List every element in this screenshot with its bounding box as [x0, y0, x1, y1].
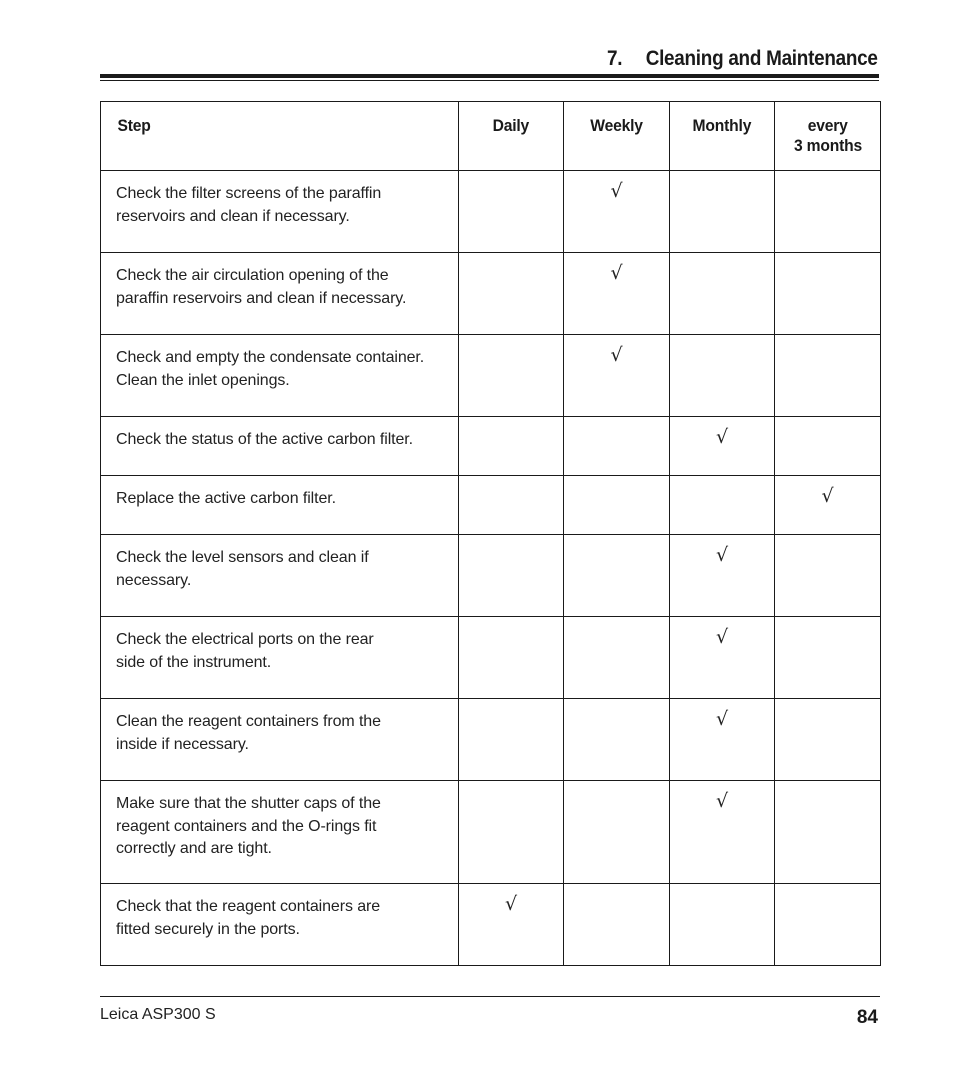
empty-cell-weekly — [564, 884, 670, 966]
section-title: Cleaning and Maintenance — [646, 47, 878, 70]
check-mark-monthly: √ — [670, 781, 775, 884]
column-header-every-3-months: every 3 months — [775, 102, 881, 171]
step-text-line: Check the filter screens of the paraffin — [116, 185, 382, 202]
empty-cell-every-3-months — [775, 417, 881, 476]
check-mark-weekly: √ — [564, 335, 670, 417]
empty-cell-every-3-months — [775, 617, 881, 699]
table-row — [101, 884, 881, 966]
section-heading — [607, 47, 878, 71]
step-description — [101, 253, 459, 335]
empty-cell-weekly — [564, 476, 670, 535]
empty-cell-weekly — [564, 535, 670, 617]
step-text-line: Replace the active carbon filter. — [116, 490, 336, 507]
empty-cell-daily — [459, 476, 564, 535]
step-text-line: inside if necessary. — [116, 735, 249, 753]
check-mark-every-3-months: √ — [775, 476, 881, 535]
table-row — [101, 253, 881, 335]
empty-cell-daily — [459, 699, 564, 781]
step-text-line: Check the level sensors and clean if — [116, 549, 369, 566]
empty-cell-every-3-months — [775, 535, 881, 617]
step-description — [101, 535, 459, 617]
column-header-daily: Daily — [459, 102, 564, 171]
column-header-monthly: Monthly — [670, 102, 775, 171]
check-mark-monthly: √ — [670, 617, 775, 699]
empty-cell-every-3-months — [775, 884, 881, 966]
table-header-row — [101, 102, 881, 171]
table-row — [101, 171, 881, 253]
step-description — [101, 335, 459, 417]
empty-cell-daily — [459, 171, 564, 253]
empty-cell-daily — [459, 335, 564, 417]
table-row — [101, 535, 881, 617]
table-row — [101, 781, 881, 884]
table-row — [101, 417, 881, 476]
step-description — [101, 699, 459, 781]
empty-cell-every-3-months — [775, 171, 881, 253]
check-mark-monthly: √ — [670, 699, 775, 781]
step-text-line: Check that the reagent containers are — [116, 898, 381, 915]
check-mark-weekly: √ — [564, 253, 670, 335]
column-header-weekly: Weekly — [564, 102, 670, 171]
empty-cell-daily — [459, 535, 564, 617]
step-text-line: Check and empty the condensate container. — [116, 349, 425, 366]
table-row — [101, 617, 881, 699]
check-mark-monthly: √ — [670, 535, 775, 617]
table-row — [101, 476, 881, 535]
empty-cell-monthly — [670, 253, 775, 335]
header-rule-thin — [100, 80, 879, 81]
check-mark-weekly: √ — [564, 171, 670, 253]
empty-cell-monthly — [670, 884, 775, 966]
step-description — [101, 171, 459, 253]
step-text-line: side of the instrument. — [116, 653, 272, 671]
step-description — [101, 417, 459, 476]
empty-cell-every-3-months — [775, 335, 881, 417]
empty-cell-monthly — [670, 476, 775, 535]
empty-cell-every-3-months — [775, 781, 881, 884]
step-description — [101, 476, 459, 535]
maintenance-schedule-table — [100, 101, 881, 966]
step-text-line: Make sure that the shutter caps of the — [116, 795, 381, 812]
step-description — [101, 781, 459, 884]
empty-cell-weekly — [564, 417, 670, 476]
section-number: 7. — [607, 47, 623, 70]
footer-rule — [100, 996, 880, 997]
step-text-line: paraffin reservoirs and clean if necessary. — [116, 289, 407, 307]
table-row — [101, 699, 881, 781]
empty-cell-monthly — [670, 171, 775, 253]
empty-cell-weekly — [564, 699, 670, 781]
step-text-line: Clean the reagent containers from the — [116, 713, 381, 730]
empty-cell-monthly — [670, 335, 775, 417]
check-mark-daily: √ — [459, 884, 564, 966]
header-rule-thick — [100, 74, 879, 78]
empty-cell-daily — [459, 253, 564, 335]
empty-cell-weekly — [564, 781, 670, 884]
step-text-line: Clean the inlet openings. — [116, 371, 290, 389]
empty-cell-daily — [459, 417, 564, 476]
step-text-line: fitted securely in the ports. — [116, 920, 300, 938]
empty-cell-every-3-months — [775, 253, 881, 335]
empty-cell-daily — [459, 781, 564, 884]
column-header-step: Step — [101, 102, 459, 171]
step-text-line: correctly and are tight. — [116, 840, 272, 857]
step-text-line: Check the electrical ports on the rear — [116, 631, 374, 648]
footer-product-name: Leica ASP300 S — [100, 1006, 216, 1023]
table-row — [101, 335, 881, 417]
empty-cell-daily — [459, 617, 564, 699]
step-text-line: Check the air circulation opening of the — [116, 267, 389, 284]
step-description — [101, 617, 459, 699]
step-text-line: reagent containers and the O-rings fit — [116, 817, 377, 835]
empty-cell-every-3-months — [775, 699, 881, 781]
step-text-line: necessary. — [116, 571, 192, 589]
check-mark-monthly: √ — [670, 417, 775, 476]
footer-page-number: 84 — [856, 1007, 878, 1028]
empty-cell-weekly — [564, 617, 670, 699]
step-description — [101, 884, 459, 966]
step-text-line: reservoirs and clean if necessary. — [116, 207, 350, 225]
step-text-line: Check the status of the active carbon filter. — [116, 431, 413, 448]
